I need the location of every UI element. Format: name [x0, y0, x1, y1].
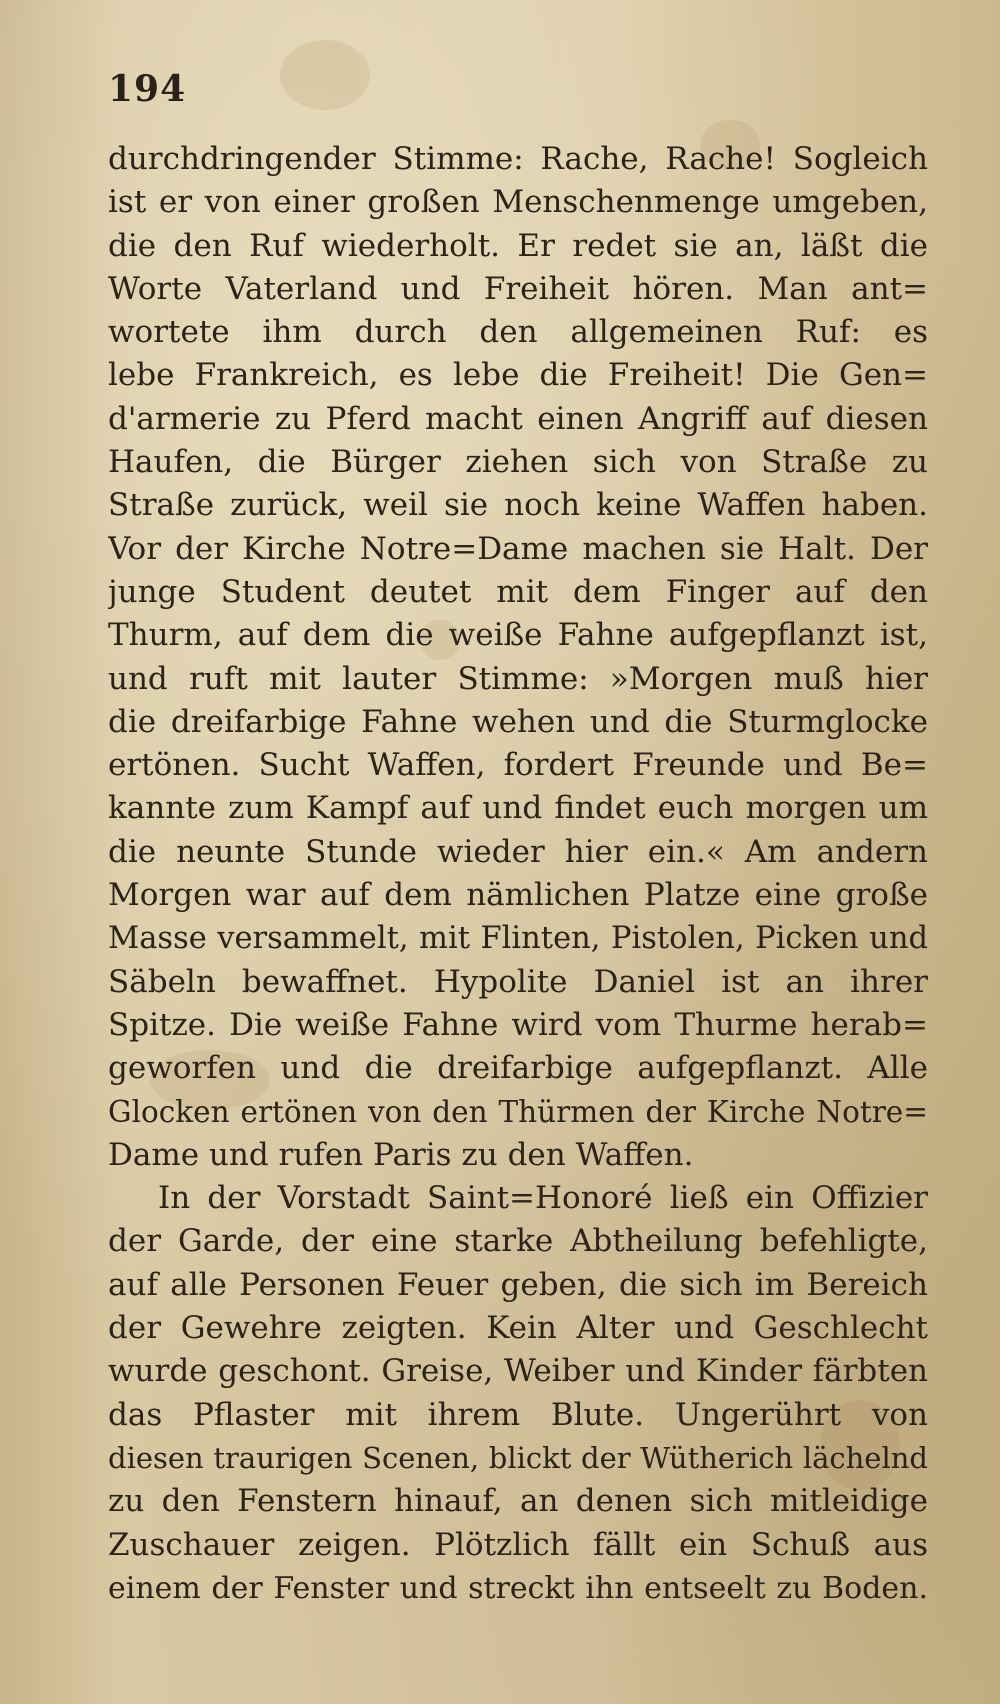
body-text: [108, 138, 928, 1610]
text-line: Masse versammelt, mit Flinten, Pistolen, Picken und: [108, 921, 928, 957]
text-line: Straße zurück, weil sie noch keine Waffen haben.: [108, 487, 928, 524]
text-line: wurde geschont. Greise, Weiber und Kinder färbten: [108, 1353, 928, 1390]
text-line: Glocken ertönen von den Thürmen der Kirche Notre=: [108, 1094, 928, 1129]
text-line: zu den Fenstern hinauf, an denen sich mitleidige: [108, 1483, 928, 1520]
text-line: auf alle Personen Feuer geben, die sich im Bereich: [108, 1266, 928, 1303]
text-line: und ruft mit lauter Stimme: »Morgen muß hier: [108, 660, 928, 697]
text-line: lebe Frankreich, es lebe die Freiheit! Die Gen=: [108, 357, 928, 394]
text-line: der Garde, der eine starke Abtheilung befehligte,: [108, 1223, 928, 1260]
text-line-paragraph-start: In der Vorstadt Saint=Honoré ließ ein Offizier: [158, 1180, 928, 1217]
text-line: das Pflaster mit ihrem Blute. Ungerührt von: [108, 1396, 928, 1433]
text-line: Zuschauer zeigen. Plötzlich fällt ein Schuß aus: [108, 1526, 928, 1563]
text-line: ertönen. Sucht Waffen, fordert Freunde und Be=: [108, 747, 928, 784]
text-line: wortete ihm durch den allgemeinen Ruf: es: [108, 314, 928, 351]
text-line: Säbeln bewaffnet. Hypolite Daniel ist an ihrer: [108, 963, 928, 1000]
text-line: Worte Vaterland und Freiheit hören. Man ant=: [108, 270, 928, 307]
text-line: geworfen und die dreifarbige aufgepflanzt. Alle: [108, 1050, 928, 1087]
paper-stain: [280, 40, 370, 110]
text-line: durchdringender Stimme: Rache, Rache! Sogleich: [108, 141, 928, 177]
text-line: Vor der Kirche Notre=Dame machen sie Halt. Der: [108, 530, 928, 567]
text-line: Haufen, die Bürger ziehen sich von Straße zu: [108, 444, 928, 481]
text-line: kannte zum Kampf auf und findet euch morgen um: [108, 790, 928, 827]
text-line: die dreifarbige Fahne wehen und die Sturmglocke: [108, 703, 928, 740]
text-line: die neunte Stunde wieder hier ein.« Am andern: [108, 833, 928, 870]
text-line: Thurm, auf dem die weiße Fahne aufgepflanzt ist,: [108, 617, 928, 654]
text-line: Dame und rufen Paris zu den Waffen.: [108, 1136, 694, 1173]
text-line: junge Student deutet mit dem Finger auf den: [108, 573, 928, 610]
page-number: 194: [108, 68, 187, 110]
text-line: Spitze. Die weiße Fahne wird vom Thurme herab=: [108, 1006, 928, 1043]
text-line: diesen traurigen Scenen, blickt der Wütherich lächelnd: [108, 1440, 928, 1475]
text-line: d'armerie zu Pferd macht einen Angriff auf diesen: [108, 400, 928, 437]
text-line: der Gewehre zeigten. Kein Alter und Geschlecht: [108, 1310, 928, 1347]
text-line: ist er von einer großen Menschenmenge umgeben,: [108, 184, 928, 221]
text-line: Morgen war auf dem nämlichen Platze eine große: [108, 877, 928, 914]
text-line: die den Ruf wiederholt. Er redet sie an, läßt die: [108, 227, 928, 264]
text-line: einem der Fenster und streckt ihn entseelt zu Boden.: [108, 1570, 928, 1606]
